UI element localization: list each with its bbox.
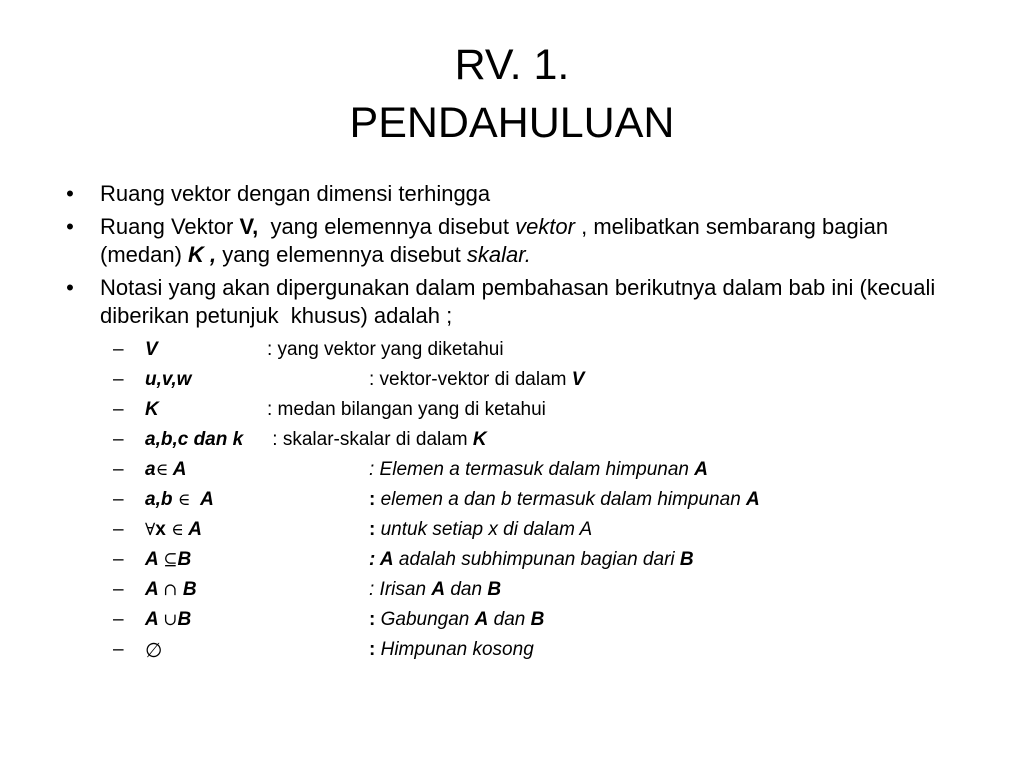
element-of-icon: ∈ <box>177 490 191 510</box>
notation-item <box>60 335 970 365</box>
dash-icon: – <box>113 489 124 510</box>
notation-definition: : A adalah subhimpunan bagian dari B <box>369 549 694 570</box>
title-line-1: RV. 1. <box>454 41 570 89</box>
bullet-dot-icon: • <box>66 275 74 300</box>
notation-definition: : skalar-skalar di dalam K <box>267 429 487 450</box>
bullet-list <box>60 180 970 665</box>
dash-icon: – <box>113 549 124 570</box>
notation-term: ∀x ∈ A <box>145 519 203 540</box>
notation-term: u,v,w <box>145 369 192 390</box>
union-icon: ∪ <box>163 610 178 630</box>
dash-icon: – <box>113 339 124 360</box>
notation-term: a∈ A <box>145 459 187 480</box>
dash-icon: – <box>113 639 124 660</box>
notation-term: V <box>145 339 158 360</box>
element-of-icon: ∈ <box>155 460 169 480</box>
notation-item <box>60 455 970 485</box>
notation-item <box>60 575 970 605</box>
notation-term: A ⊆B <box>145 549 192 570</box>
slide-title <box>0 36 1024 152</box>
notation-term: K <box>145 399 159 420</box>
notation-item <box>60 425 970 455</box>
notation-term: a,b ∈ A <box>145 489 214 510</box>
bullet-item: • Notasi yang akan dipergunakan dalam pembahasan berikutnya dalam bab ini (kecuali diberikan petunjuk khusus) adalah ; <box>60 274 970 330</box>
intersection-icon: ∩ <box>163 580 178 600</box>
notation-definition: : Elemen a termasuk dalam himpunan A <box>369 459 709 480</box>
dash-icon: – <box>113 519 124 540</box>
element-of-icon: ∈ <box>171 520 184 540</box>
bullet-item: • Ruang Vektor V, yang elemennya disebut vektor , melibatkan sembarang bagian (medan) K , yang elemennya disebut skalar. <box>60 213 970 269</box>
title-line-2: PENDAHULUAN <box>349 99 675 147</box>
notation-item <box>60 365 970 395</box>
notation-item <box>60 395 970 425</box>
bullet-dot-icon: • <box>66 214 74 239</box>
notation-definition: : medan bilangan yang di ketahui <box>267 399 546 420</box>
notation-item <box>60 605 970 635</box>
dash-icon: – <box>113 369 124 390</box>
dash-icon: – <box>113 609 124 630</box>
notation-definition: : elemen a dan b termasuk dalam himpunan A <box>369 489 760 510</box>
empty-set-icon: ∅ <box>145 638 163 662</box>
notation-definition: : Himpunan kosong <box>369 639 534 660</box>
notation-definition: : yang vektor yang diketahui <box>267 339 504 360</box>
dash-icon: – <box>113 579 124 600</box>
dash-icon: – <box>113 429 124 450</box>
for-all-icon: ∀ <box>145 520 156 540</box>
notation-term <box>145 635 162 667</box>
notation-item <box>60 545 970 575</box>
notation-item <box>60 635 970 665</box>
subset-icon: ⊆ <box>163 550 178 570</box>
bullet-dot-icon: • <box>66 181 74 206</box>
notation-definition: : Gabungan A dan B <box>369 609 545 630</box>
dash-icon: – <box>113 459 124 480</box>
notation-definition: : vektor-vektor di dalam V <box>369 369 585 390</box>
notation-term: A ∩ B <box>145 579 197 600</box>
notation-term: a,b,c dan k <box>145 429 244 450</box>
notation-definition: : Irisan A dan B <box>369 579 502 600</box>
bullet-item: • Ruang vektor dengan dimensi terhingga <box>60 180 970 208</box>
notation-term: A ∪B <box>145 609 192 630</box>
dash-icon: – <box>113 399 124 420</box>
notation-item <box>60 515 970 545</box>
notation-item <box>60 485 970 515</box>
notation-list <box>60 335 970 665</box>
notation-definition: : untuk setiap x di dalam A <box>369 519 593 540</box>
